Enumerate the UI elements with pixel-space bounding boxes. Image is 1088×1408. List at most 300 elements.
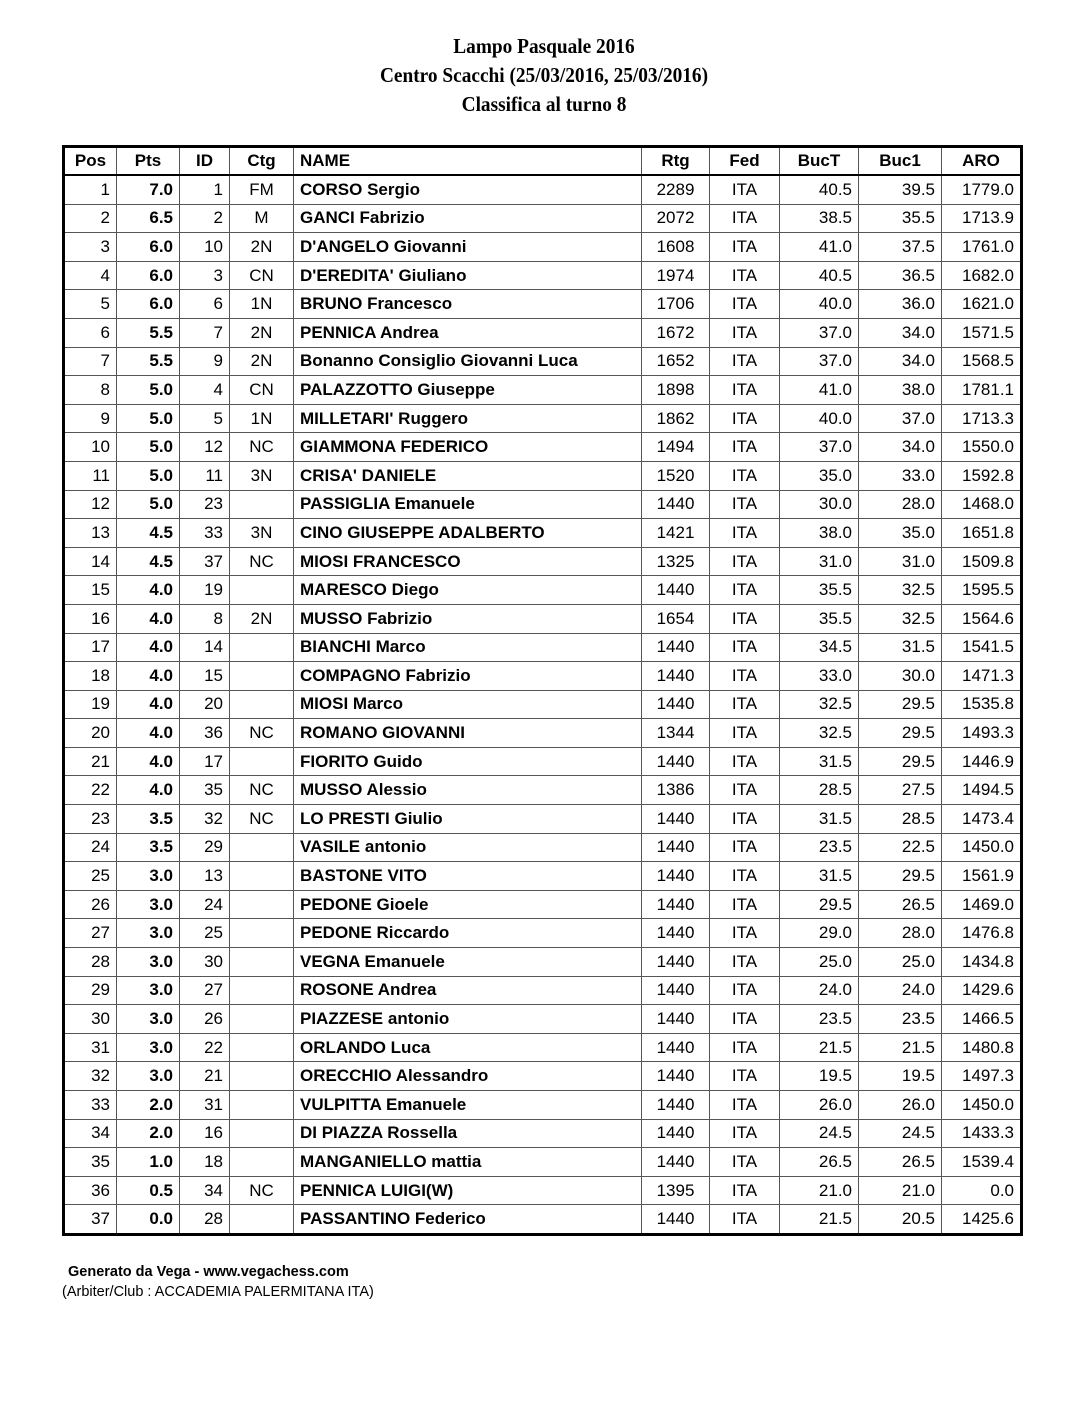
cell-pos: 21 — [64, 747, 117, 776]
cell-id: 12 — [180, 433, 230, 462]
cell-ctg: NC — [230, 547, 294, 576]
cell-aro: 1468.0 — [942, 490, 1022, 519]
cell-name — [294, 1062, 642, 1091]
cell-aro: 1509.8 — [942, 547, 1022, 576]
given-name: Luca — [390, 1037, 431, 1057]
surname: MIOSI — [300, 694, 353, 714]
cell-pts: 5.0 — [117, 433, 180, 462]
column-header-buc1: Buc1 — [859, 147, 942, 176]
cell-buc1: 35.5 — [859, 204, 942, 233]
cell-pts: 3.0 — [117, 919, 180, 948]
cell-rtg: 1862 — [642, 404, 710, 433]
cell-buct: 31.0 — [780, 547, 859, 576]
cell-pos: 20 — [64, 719, 117, 748]
cell-fed: ITA — [710, 175, 780, 204]
cell-pts: 5.5 — [117, 318, 180, 347]
table-row — [64, 376, 1022, 405]
column-header-buct: BucT — [780, 147, 859, 176]
cell-buct: 35.0 — [780, 461, 859, 490]
cell-ctg — [230, 1119, 294, 1148]
cell-rtg: 1440 — [642, 1033, 710, 1062]
cell-buct: 40.0 — [780, 404, 859, 433]
cell-fed: ITA — [710, 233, 780, 262]
cell-name — [294, 747, 642, 776]
cell-pos: 27 — [64, 919, 117, 948]
cell-fed: ITA — [710, 290, 780, 319]
cell-fed: ITA — [710, 1119, 780, 1148]
cell-pos: 1 — [64, 175, 117, 204]
surname: BRUNO — [300, 294, 368, 314]
cell-ctg — [230, 490, 294, 519]
cell-ctg — [230, 747, 294, 776]
cell-buc1: 38.0 — [859, 376, 942, 405]
cell-buc1: 29.5 — [859, 690, 942, 719]
cell-fed: ITA — [710, 690, 780, 719]
cell-id: 8 — [180, 604, 230, 633]
cell-pts: 3.5 — [117, 833, 180, 862]
cell-aro: 1497.3 — [942, 1062, 1022, 1091]
given-name: Andrea — [377, 980, 437, 1000]
cell-rtg: 1440 — [642, 833, 710, 862]
cell-buct: 31.5 — [780, 747, 859, 776]
cell-buct: 37.0 — [780, 318, 859, 347]
cell-buc1: 28.0 — [859, 919, 942, 948]
cell-aro: 1493.3 — [942, 719, 1022, 748]
cell-name — [294, 1091, 642, 1120]
cell-buct: 29.0 — [780, 919, 859, 948]
cell-buct: 26.5 — [780, 1148, 859, 1177]
cell-rtg: 1440 — [642, 1119, 710, 1148]
cell-rtg: 1608 — [642, 233, 710, 262]
cell-id: 14 — [180, 633, 230, 662]
cell-buc1: 36.0 — [859, 290, 942, 319]
cell-fed: ITA — [710, 547, 780, 576]
cell-id: 20 — [180, 690, 230, 719]
cell-name: Bonanno Consiglio Giovanni Luca — [294, 347, 642, 376]
cell-name — [294, 919, 642, 948]
cell-rtg: 2289 — [642, 175, 710, 204]
given-name: Fabrizio — [405, 665, 471, 685]
table-row — [64, 290, 1022, 319]
cell-id: 25 — [180, 919, 230, 948]
cell-buc1: 32.5 — [859, 604, 942, 633]
arbiter-club: (Arbiter/Club : ACCADEMIA PALERMITANA ITA) — [62, 1284, 374, 1300]
cell-fed: ITA — [710, 862, 780, 891]
cell-id: 6 — [180, 290, 230, 319]
cell-rtg: 1898 — [642, 376, 710, 405]
table-row — [64, 633, 1022, 662]
cell-aro: 1450.0 — [942, 833, 1022, 862]
cell-buc1: 22.5 — [859, 833, 942, 862]
cell-aro: 1541.5 — [942, 633, 1022, 662]
surname: GANCI — [300, 208, 360, 228]
cell-buc1: 21.0 — [859, 1176, 942, 1205]
tournament-title: Lampo Pasquale 2016 — [453, 34, 635, 58]
cell-buc1: 29.5 — [859, 719, 942, 748]
cell-pts: 3.0 — [117, 890, 180, 919]
cell-buc1: 35.0 — [859, 519, 942, 548]
cell-buct: 40.0 — [780, 290, 859, 319]
cell-buct: 38.5 — [780, 204, 859, 233]
cell-name — [294, 490, 642, 519]
cell-aro: 1446.9 — [942, 747, 1022, 776]
cell-pts: 7.0 — [117, 175, 180, 204]
cell-rtg: 1440 — [642, 1205, 710, 1235]
cell-pts: 6.5 — [117, 204, 180, 233]
given-name: antonio — [387, 1009, 450, 1029]
table-row — [64, 1119, 1022, 1148]
given-name: Giovanni — [393, 236, 467, 256]
cell-buc1: 34.0 — [859, 433, 942, 462]
table-row — [64, 948, 1022, 977]
cell-fed: ITA — [710, 261, 780, 290]
given-name: Federico — [414, 1209, 486, 1229]
cell-pts: 4.0 — [117, 576, 180, 605]
standings-round-title: Classifica al turno 8 — [461, 92, 627, 116]
table-header-row — [64, 147, 1022, 176]
table-row — [64, 576, 1022, 605]
cell-rtg: 1344 — [642, 719, 710, 748]
cell-pts: 5.0 — [117, 490, 180, 519]
cell-name — [294, 290, 642, 319]
cell-pos: 13 — [64, 519, 117, 548]
cell-id: 34 — [180, 1176, 230, 1205]
given-name: Marco — [375, 637, 426, 657]
surname: PALAZZOTTO — [300, 379, 418, 399]
cell-ctg — [230, 862, 294, 891]
cell-name — [294, 633, 642, 662]
given-name: Alessio — [366, 780, 427, 800]
cell-fed: ITA — [710, 318, 780, 347]
column-header-aro: ARO — [942, 147, 1022, 176]
cell-id: 36 — [180, 719, 230, 748]
tournament-venue-dates: Centro Scacchi (25/03/2016, 25/03/2016) — [379, 63, 709, 87]
cell-buc1: 29.5 — [859, 862, 942, 891]
cell-aro: 1713.3 — [942, 404, 1022, 433]
cell-buct: 25.0 — [780, 948, 859, 977]
cell-buct: 21.5 — [780, 1205, 859, 1235]
cell-id: 1 — [180, 175, 230, 204]
cell-buc1: 31.5 — [859, 633, 942, 662]
surname: VULPITTA — [300, 1094, 386, 1114]
given-name: Ruggero — [398, 408, 469, 428]
cell-name: CRISA' DANIELE — [294, 461, 642, 490]
table-row — [64, 318, 1022, 347]
cell-name: CINO GIUSEPPE ADALBERTO — [294, 519, 642, 548]
cell-aro: 1476.8 — [942, 919, 1022, 948]
cell-name — [294, 175, 642, 204]
cell-fed: ITA — [710, 1062, 780, 1091]
cell-buc1: 37.0 — [859, 404, 942, 433]
table-row — [64, 890, 1022, 919]
cell-name — [294, 233, 642, 262]
table-row — [64, 976, 1022, 1005]
table-row — [64, 1148, 1022, 1177]
table-row — [64, 776, 1022, 805]
cell-pts: 4.0 — [117, 604, 180, 633]
cell-buct: 35.5 — [780, 604, 859, 633]
cell-buc1: 28.5 — [859, 805, 942, 834]
cell-rtg: 1520 — [642, 461, 710, 490]
cell-pos: 12 — [64, 490, 117, 519]
given-name: Emanuele — [364, 951, 445, 971]
cell-id: 27 — [180, 976, 230, 1005]
cell-id: 5 — [180, 404, 230, 433]
cell-name — [294, 690, 642, 719]
cell-ctg: 2N — [230, 233, 294, 262]
cell-buct: 30.0 — [780, 490, 859, 519]
table-row — [64, 233, 1022, 262]
given-name: Giulio — [394, 808, 443, 828]
cell-ctg: FM — [230, 175, 294, 204]
cell-rtg: 1421 — [642, 519, 710, 548]
cell-buct: 40.5 — [780, 261, 859, 290]
cell-fed: ITA — [710, 805, 780, 834]
cell-name — [294, 833, 642, 862]
surname: CORSO — [300, 179, 368, 199]
cell-ctg: 3N — [230, 461, 294, 490]
table-row — [64, 1005, 1022, 1034]
cell-name — [294, 976, 642, 1005]
table-row — [64, 519, 1022, 548]
cell-name: BASTONE VITO — [294, 862, 642, 891]
cell-pos: 5 — [64, 290, 117, 319]
cell-buct: 29.5 — [780, 890, 859, 919]
cell-name: ROMANO GIOVANNI — [294, 719, 642, 748]
cell-pos: 36 — [64, 1176, 117, 1205]
cell-name — [294, 1205, 642, 1235]
cell-aro: 1779.0 — [942, 175, 1022, 204]
cell-ctg: CN — [230, 261, 294, 290]
cell-pos: 35 — [64, 1148, 117, 1177]
cell-rtg: 1974 — [642, 261, 710, 290]
table-row — [64, 833, 1022, 862]
given-name: antonio — [364, 837, 427, 857]
cell-aro: 1781.1 — [942, 376, 1022, 405]
cell-pos: 22 — [64, 776, 117, 805]
given-name: Francesco — [367, 294, 453, 314]
cell-buc1: 20.5 — [859, 1205, 942, 1235]
cell-buct: 23.5 — [780, 833, 859, 862]
table-row — [64, 1091, 1022, 1120]
table-row — [64, 547, 1022, 576]
cell-aro: 1561.9 — [942, 862, 1022, 891]
cell-name — [294, 1119, 642, 1148]
cell-id: 24 — [180, 890, 230, 919]
cell-rtg: 1494 — [642, 433, 710, 462]
cell-ctg: 2N — [230, 318, 294, 347]
cell-fed: ITA — [710, 461, 780, 490]
cell-buc1: 37.5 — [859, 233, 942, 262]
table-row — [64, 1062, 1022, 1091]
cell-id: 32 — [180, 805, 230, 834]
cell-ctg — [230, 833, 294, 862]
cell-name: MIOSI FRANCESCO — [294, 547, 642, 576]
cell-name: PENNICA LUIGI(W) — [294, 1176, 642, 1205]
cell-pts: 5.0 — [117, 461, 180, 490]
cell-pts: 6.0 — [117, 290, 180, 319]
cell-ctg: NC — [230, 719, 294, 748]
cell-aro: 1539.4 — [942, 1148, 1022, 1177]
cell-ctg: NC — [230, 776, 294, 805]
cell-buct: 24.5 — [780, 1119, 859, 1148]
table-row — [64, 347, 1022, 376]
cell-pos: 7 — [64, 347, 117, 376]
cell-buc1: 32.5 — [859, 576, 942, 605]
table-row — [64, 1033, 1022, 1062]
cell-aro: 1469.0 — [942, 890, 1022, 919]
cell-pts: 4.0 — [117, 633, 180, 662]
cell-pts: 0.5 — [117, 1176, 180, 1205]
cell-buc1: 19.5 — [859, 1062, 942, 1091]
cell-fed: ITA — [710, 919, 780, 948]
cell-buct: 38.0 — [780, 519, 859, 548]
table-row — [64, 919, 1022, 948]
cell-rtg: 1440 — [642, 862, 710, 891]
cell-ctg — [230, 890, 294, 919]
cell-fed: ITA — [710, 662, 780, 691]
cell-id: 37 — [180, 547, 230, 576]
cell-pos: 8 — [64, 376, 117, 405]
cell-buct: 35.5 — [780, 576, 859, 605]
cell-pos: 23 — [64, 805, 117, 834]
cell-fed: ITA — [710, 1148, 780, 1177]
cell-rtg: 1440 — [642, 1091, 710, 1120]
cell-pos: 19 — [64, 690, 117, 719]
cell-aro: 1494.5 — [942, 776, 1022, 805]
surname: VEGNA — [300, 951, 365, 971]
surname: LO PRESTI — [300, 808, 395, 828]
table-row — [64, 204, 1022, 233]
surname: PEDONE — [300, 923, 377, 943]
cell-buct: 28.5 — [780, 776, 859, 805]
cell-pos: 2 — [64, 204, 117, 233]
given-name: Giuseppe — [417, 379, 495, 399]
cell-pos: 4 — [64, 261, 117, 290]
cell-ctg: NC — [230, 805, 294, 834]
cell-buct: 41.0 — [780, 233, 859, 262]
cell-aro: 1425.6 — [942, 1205, 1022, 1235]
cell-ctg: 1N — [230, 290, 294, 319]
cell-fed: ITA — [710, 1091, 780, 1120]
cell-aro: 1550.0 — [942, 433, 1022, 462]
cell-pts: 5.5 — [117, 347, 180, 376]
cell-fed: ITA — [710, 719, 780, 748]
cell-pts: 1.0 — [117, 1148, 180, 1177]
cell-aro: 1433.3 — [942, 1119, 1022, 1148]
cell-buct: 21.5 — [780, 1033, 859, 1062]
cell-id: 4 — [180, 376, 230, 405]
cell-fed: ITA — [710, 347, 780, 376]
cell-name: GIAMMONA FEDERICO — [294, 433, 642, 462]
cell-rtg: 1440 — [642, 948, 710, 977]
table-row — [64, 862, 1022, 891]
cell-name — [294, 261, 642, 290]
cell-id: 22 — [180, 1033, 230, 1062]
cell-ctg — [230, 919, 294, 948]
cell-pos: 24 — [64, 833, 117, 862]
table-row — [64, 604, 1022, 633]
cell-rtg: 1654 — [642, 604, 710, 633]
cell-aro: 1761.0 — [942, 233, 1022, 262]
cell-pts: 5.0 — [117, 376, 180, 405]
cell-pos: 9 — [64, 404, 117, 433]
cell-fed: ITA — [710, 404, 780, 433]
cell-aro: 1682.0 — [942, 261, 1022, 290]
cell-id: 26 — [180, 1005, 230, 1034]
column-header-rtg: Rtg — [642, 147, 710, 176]
cell-id: 21 — [180, 1062, 230, 1091]
cell-buc1: 28.0 — [859, 490, 942, 519]
cell-ctg — [230, 1091, 294, 1120]
column-header-fed: Fed — [710, 147, 780, 176]
cell-ctg — [230, 1005, 294, 1034]
cell-aro: 1571.5 — [942, 318, 1022, 347]
cell-id: 33 — [180, 519, 230, 548]
surname: D'EREDITA' — [300, 265, 399, 285]
cell-aro: 1564.6 — [942, 604, 1022, 633]
surname: ROSONE — [300, 980, 378, 1000]
cell-pts: 0.0 — [117, 1205, 180, 1235]
given-name: Riccardo — [376, 923, 450, 943]
cell-rtg: 1440 — [642, 1062, 710, 1091]
surname: PASSANTINO — [300, 1209, 415, 1229]
cell-ctg: M — [230, 204, 294, 233]
cell-fed: ITA — [710, 1033, 780, 1062]
cell-aro: 1592.8 — [942, 461, 1022, 490]
cell-fed: ITA — [710, 490, 780, 519]
cell-aro: 1535.8 — [942, 690, 1022, 719]
cell-buc1: 33.0 — [859, 461, 942, 490]
cell-name — [294, 662, 642, 691]
cell-aro: 1429.6 — [942, 976, 1022, 1005]
cell-fed: ITA — [710, 576, 780, 605]
cell-name — [294, 376, 642, 405]
cell-pos: 14 — [64, 547, 117, 576]
cell-id: 7 — [180, 318, 230, 347]
cell-rtg: 1440 — [642, 1005, 710, 1034]
cell-fed: ITA — [710, 1205, 780, 1235]
cell-aro: 1480.8 — [942, 1033, 1022, 1062]
cell-pos: 34 — [64, 1119, 117, 1148]
cell-aro: 1595.5 — [942, 576, 1022, 605]
surname: PENNICA — [300, 322, 380, 342]
cell-rtg: 1440 — [642, 890, 710, 919]
cell-buc1: 36.5 — [859, 261, 942, 290]
cell-buct: 37.0 — [780, 433, 859, 462]
cell-name — [294, 890, 642, 919]
cell-pos: 29 — [64, 976, 117, 1005]
cell-ctg — [230, 690, 294, 719]
cell-pts: 2.0 — [117, 1091, 180, 1120]
cell-ctg: NC — [230, 1176, 294, 1205]
cell-buct: 32.5 — [780, 719, 859, 748]
given-name: mattia — [431, 1151, 482, 1171]
table-row — [64, 662, 1022, 691]
cell-ctg — [230, 576, 294, 605]
cell-buc1: 34.0 — [859, 347, 942, 376]
cell-rtg: 1672 — [642, 318, 710, 347]
cell-ctg — [230, 633, 294, 662]
table-row — [64, 261, 1022, 290]
cell-pts: 4.5 — [117, 519, 180, 548]
cell-id: 31 — [180, 1091, 230, 1120]
cell-pts: 4.0 — [117, 719, 180, 748]
cell-id: 2 — [180, 204, 230, 233]
cell-buct: 19.5 — [780, 1062, 859, 1091]
given-name: Giuliano — [398, 265, 467, 285]
cell-pts: 3.0 — [117, 948, 180, 977]
